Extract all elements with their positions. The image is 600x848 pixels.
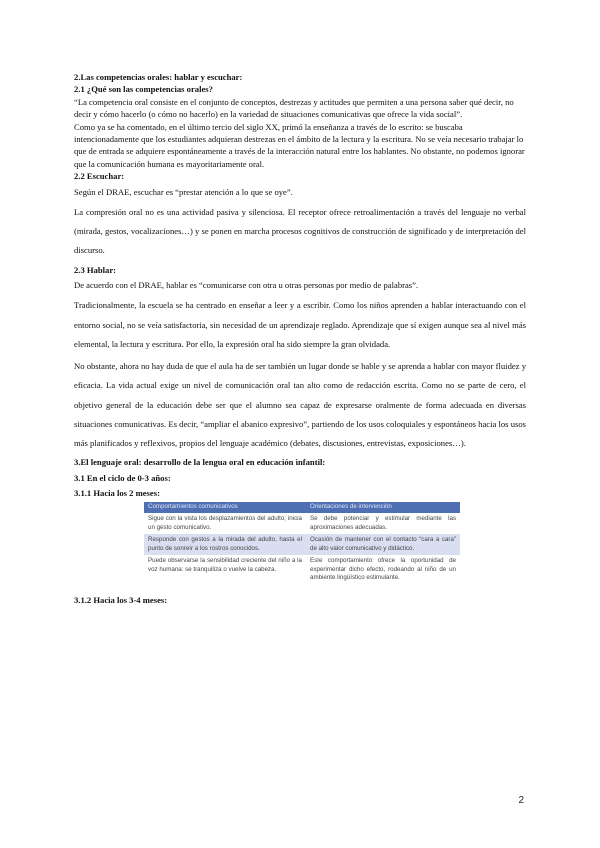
table-cell: Puede observarse la sensibilidad creciente del niño a la voz humana: se tranquiliza o vuelve la cabeza. <box>144 555 306 585</box>
page-number: 2 <box>518 795 524 806</box>
table-cell: Sigue con la vista los desplazamientos del adulto; inicia un gesto comunicativo. <box>144 513 306 534</box>
paragraph-aula-hablar: No obstante, ahora no hay duda de que el aula ha de ser también un lugar donde se hable y se aprenda a hablar con mayor fluidez y eficacia. La vida actual exige un nivel de comunicación oral tan alto como de redacción escrita. Como no se parte de cero, el objetivo general de la educación debe ser que el alumno sea capaz de expresarse oralmente de forma adecuada en diversas situaciones comunicativas. Es decir, “ampliar el abanico expresivo”, partiendo de los usos coloquiales y espontáneos hacia los usos más planificados y reflexivos, propios del lenguaje académico (debates, discusiones, entrevistas, exposiciones…). <box>74 361 526 448</box>
table-cell: Se debe potenciar y estimular mediante las aproximaciones adecuadas. <box>306 513 460 534</box>
quote-competencia-oral: “La competencia oral consiste en el conjunto de conceptos, destrezas y actitudes que permiten a una persona saber qué decir, no decir y cómo hacerlo (o cómo no hacerlo) en la variedad de situaciones comunicativas que ofrece la vida social”. <box>74 96 514 120</box>
table-header-comportamientos: Comportamientos comunicativos <box>144 502 306 513</box>
heading-lenguaje-oral: 3.El lenguaje oral: desarrollo de la lengua oral en educación infantil: <box>74 457 326 468</box>
heading-ciclo-0-3: 3.1 En el ciclo de 0-3 años: <box>74 472 171 483</box>
definition-hablar: De acuerdo con el DRAE, hablar es “comunicarse con otra u otras personas por medio de palabras”. <box>74 280 419 291</box>
heading-2-meses: 3.1.1 Hacia los 2 meses: <box>74 487 160 498</box>
table-cell: Ocasión de mantener con el contacto “cara a cara” de alto valor comunicativo y didáctico. <box>306 534 460 555</box>
paragraph-escuela-tradicional: Tradicionalmente, la escuela se ha centrado en enseñar a leer y a escribir. Como los niños aprenden a hablar interactuando con el entorno social, no se veía satisfactoria, sin necesidad de un aprendizaje reglado. Aprendizaje que sí exigen aunque sea al nivel más elemental, la lectura y escritura. Por ello, la expresión oral ha sido siempre la gran olvidada. <box>74 300 526 349</box>
page-content <box>74 71 526 606</box>
table-header-row <box>144 502 460 513</box>
table-row <box>144 513 460 534</box>
table-cell: Este comportamiento ofrece la oportunidad de experimentar dicho efecto, rodeando al niño de un ambiente lingüístico estimulante. <box>306 555 460 585</box>
heading-que-son: 2.1 ¿Qué son las competencias orales? <box>74 84 213 95</box>
heading-hablar: 2.3 Hablar: <box>74 264 117 275</box>
paragraph-ensenanza-escrita: Como ya se ha comentado, en el último tercio del siglo XX, primó la enseñanza a través de lo escrito: se buscaba intencionadamente que los estudiantes adquieran destrezas en el ámbito de la lectura y la escritura. No se veía necesario trabajar lo que de entrada se adquiere espontáneamente a través de la interacción natural entre los hablantes. No obstante, no podemos ignorar que la comunicación humana es mayoritariamente oral. <box>74 121 525 169</box>
heading-competencias-orales: 2.Las competencias orales: hablar y escuchar: <box>74 72 243 82</box>
table-container <box>144 502 460 585</box>
heading-escuchar: 2.2 Escuchar: <box>74 171 125 182</box>
table-row <box>144 555 460 585</box>
table-cell: Responde con gestos a la mirada del adulto, hasta el punto de sonreír a los rostros conocidos. <box>144 534 306 555</box>
table-header-orientaciones: Orientaciones de intervención <box>306 502 460 513</box>
heading-3-4-meses: 3.1.2 Hacia los 3-4 meses: <box>74 595 168 606</box>
comportamientos-table <box>144 502 460 585</box>
table-row <box>144 534 460 555</box>
paragraph-comprension-oral: La compresión oral no es una actividad pasiva y silenciosa. El receptor ofrece retroalimentación a través del lenguaje no verbal (mirada, gestos, vocalizaciones…) y se ponen en marcha procesos cognitivos de construcción de significado y de interpretación del discurso. <box>74 207 526 256</box>
definition-escuchar: Según el DRAE, escuchar es “prestar atención a lo que se oye”. <box>74 186 293 197</box>
